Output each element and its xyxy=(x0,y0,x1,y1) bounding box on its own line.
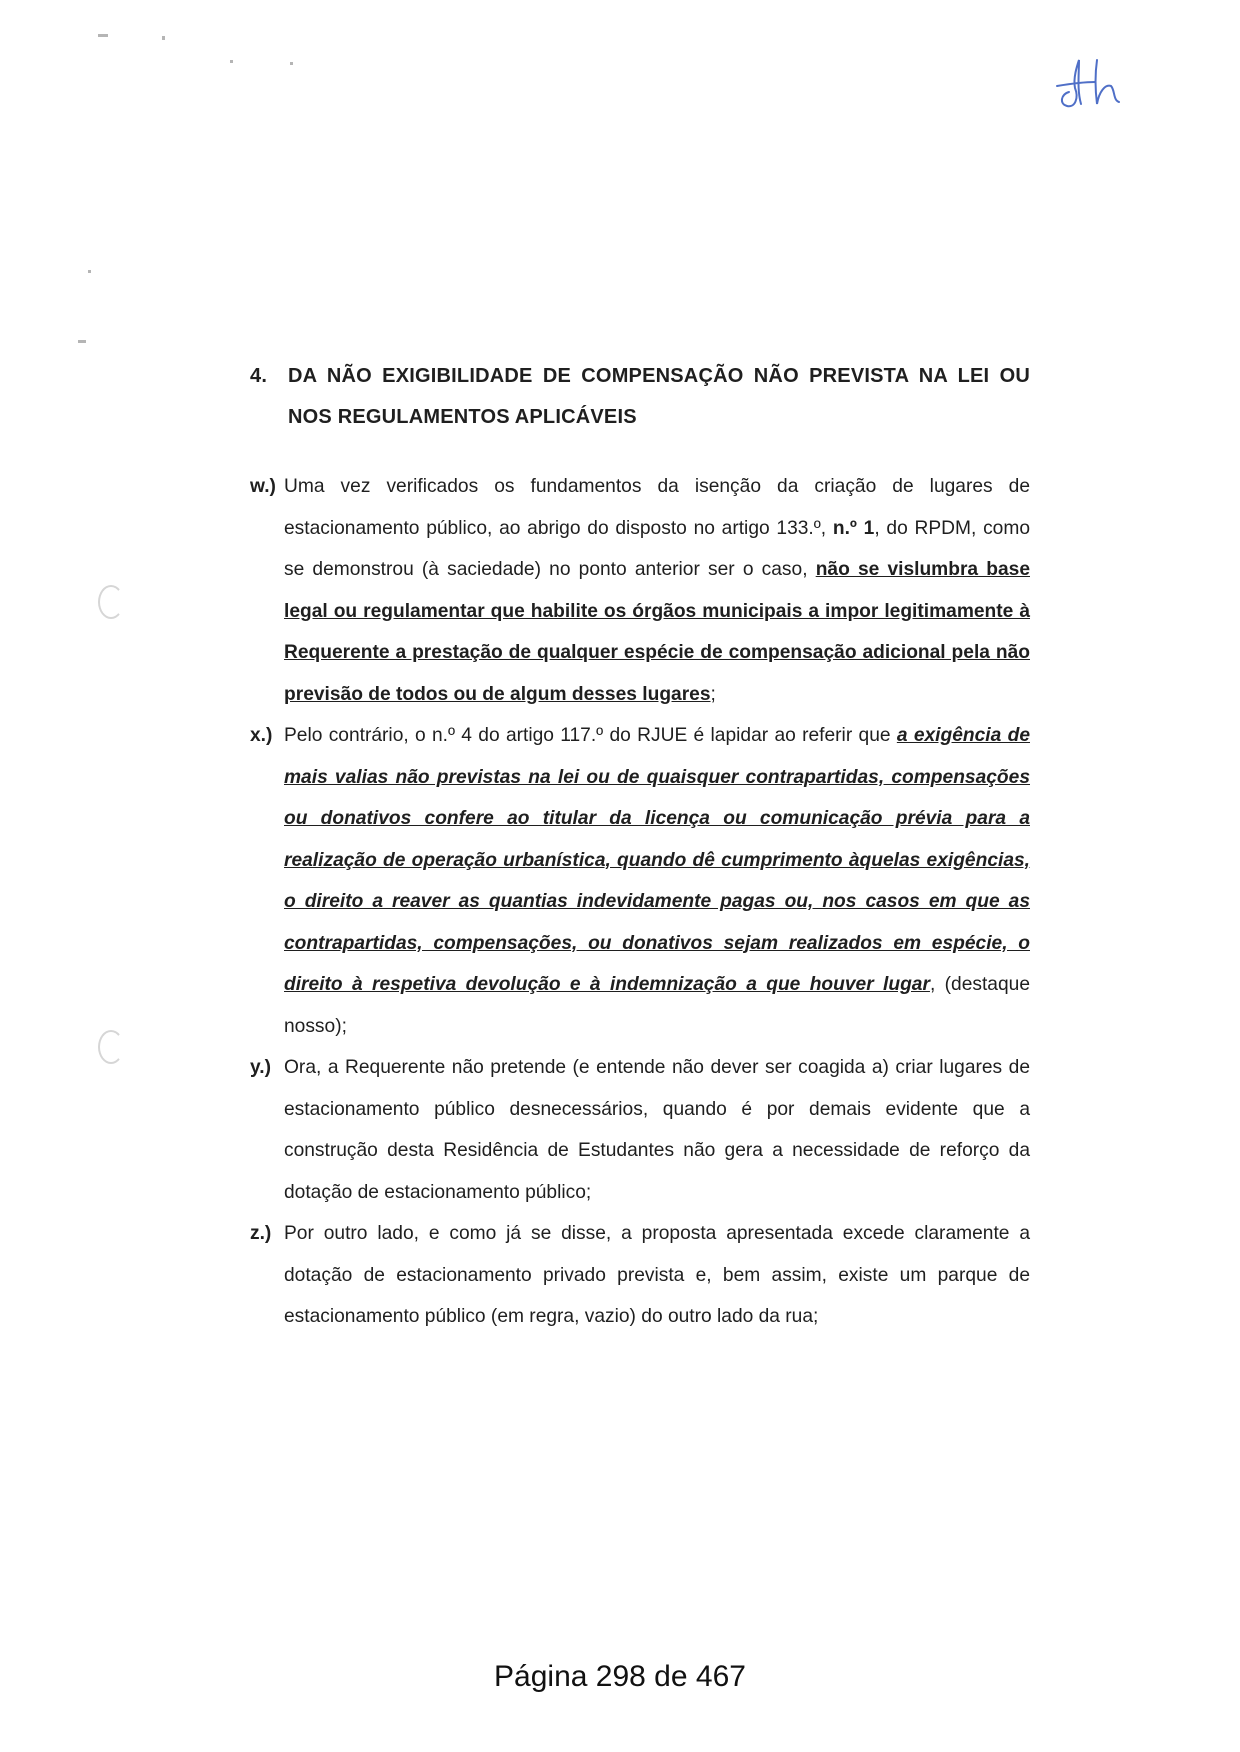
section-heading xyxy=(250,356,1030,438)
document-body xyxy=(250,356,1030,1338)
scan-speck xyxy=(162,36,165,40)
scan-speck xyxy=(98,34,108,37)
section-title: DA NÃO EXIGIBILIDADE DE COMPENSAÇÃO NÃO PREVISTA NA LEI OU NOS REGULAMENTOS APLICÁVEIS xyxy=(288,365,1030,428)
underlined-emphasis: não se vislumbra base legal ou regulamentar que habilite os órgãos municipais a impor legitimamente à Requerente a prestação de qualquer espécie de compensação adicional pela não previsão de todos ou de algum desses lugares xyxy=(284,559,1030,705)
item-marker: x.) xyxy=(250,725,273,746)
scan-speck xyxy=(290,62,293,65)
handwritten-initials-signature xyxy=(1055,52,1135,112)
scan-speck xyxy=(88,270,91,273)
scan-speck xyxy=(230,60,233,63)
text-segment: , (destaque nosso); xyxy=(284,974,1030,1037)
item-text xyxy=(284,466,1030,715)
item-text xyxy=(284,715,1030,1047)
punch-hole xyxy=(98,1030,124,1064)
page-number-footer: Página 298 de 467 xyxy=(494,1660,746,1693)
underlined-quote: a exigência de mais valias não previstas na lei ou de quaisquer contrapartidas, compensações ou donativos confere ao titular da licença ou comunicação prévia para a realização de operação urbanística, quando dê cumprimento àquelas exigências, o direito a reaver as quantias indevidamente pagas ou, nos casos em que as contrapartidas, compensações, ou donativos sejam realizados em espécie, o direito à respetiva devolução e à indemnização a que houver lugar xyxy=(284,725,1030,995)
section-number: 4. xyxy=(250,365,268,387)
item-marker: z.) xyxy=(250,1223,272,1244)
item-text: Ora, a Requerente não pretende (e entende não dever ser coagida a) criar lugares de estacionamento público desnecessários, quando é por demais evidente que a construção desta Residência de Estudantes não gera a necessidade de reforço da dotação de estacionamento público; xyxy=(284,1057,1030,1203)
item-text: Por outro lado, e como já se disse, a proposta apresentada excede claramente a dotação de estacionamento privado prevista e, bem assim, existe um parque de estacionamento público (em regra, vazio) do outro lado da rua; xyxy=(284,1223,1030,1327)
punch-hole xyxy=(98,585,124,619)
list-item-x xyxy=(250,715,1030,1047)
scan-speck xyxy=(78,340,86,343)
text-segment: , do RPDM, como se demonstrou (à saciedade) no ponto anterior ser o caso, xyxy=(284,517,1030,580)
item-marker: w.) xyxy=(250,476,276,497)
text-segment: ; xyxy=(710,683,716,705)
list-item-w xyxy=(250,466,1030,715)
list-item-y xyxy=(250,1047,1030,1213)
text-segment: Uma vez verificados os fundamentos da isenção da criação de lugares de estacionamento público, ao abrigo do disposto no artigo 133.º, xyxy=(284,476,1030,539)
text-segment-bold: n.º 1 xyxy=(832,517,875,539)
list-item-z xyxy=(250,1213,1030,1338)
text-segment: Pelo contrário, o n.º 4 do artigo 117.º do RJUE é lapidar ao referir que xyxy=(284,725,897,746)
item-marker: y.) xyxy=(250,1057,271,1078)
